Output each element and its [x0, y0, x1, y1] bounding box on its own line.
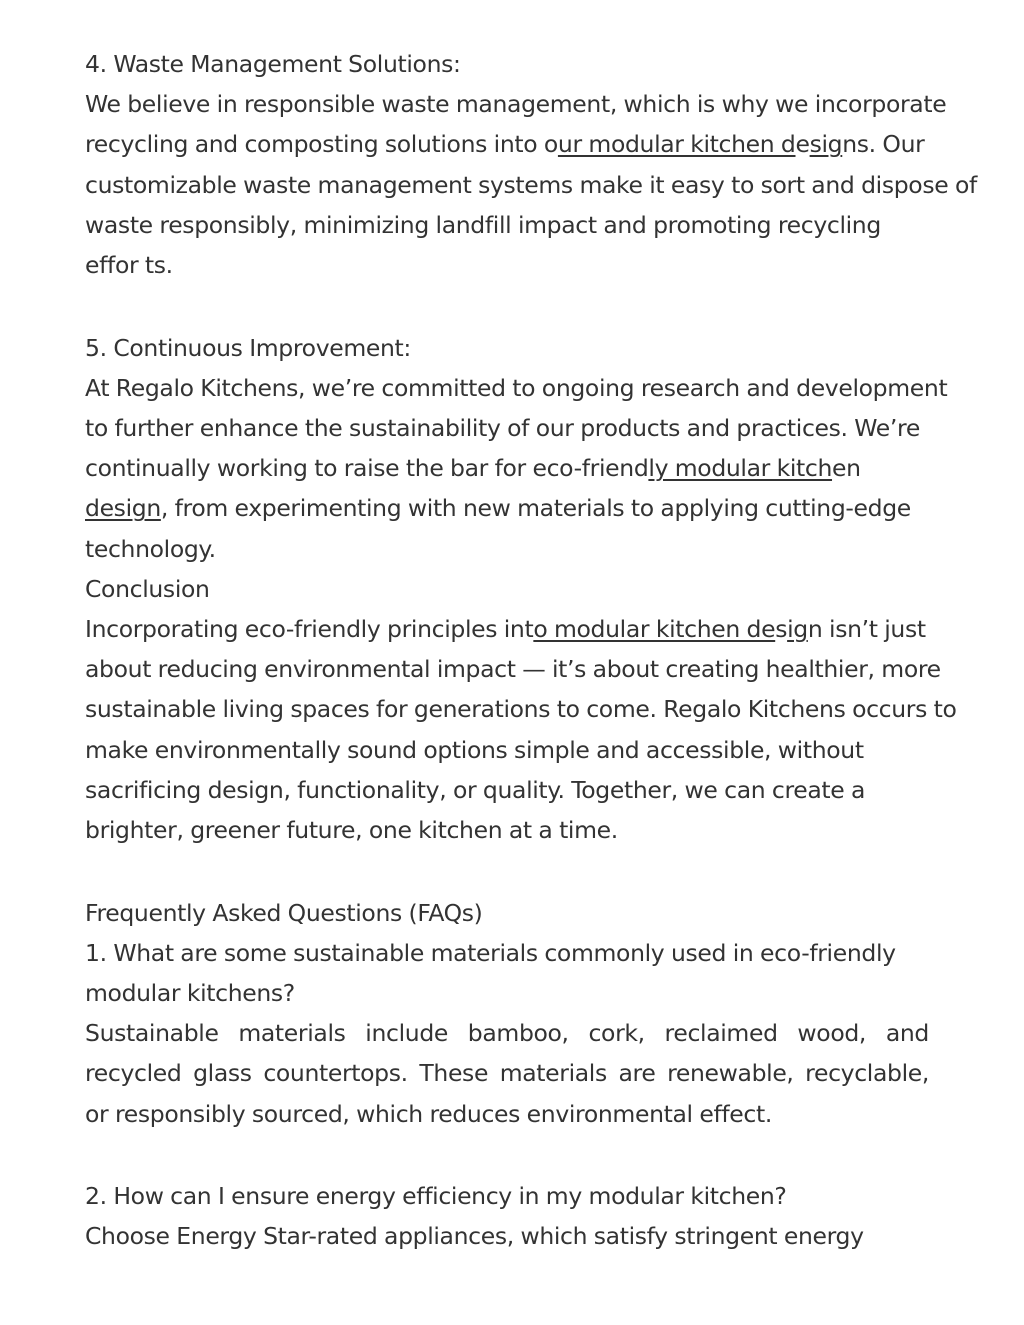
text-segment: continually working to raise the bar for eco-friend [85, 454, 649, 483]
paragraph-gap [85, 850, 1010, 893]
text-segment: Incorporating eco-friendly principles int [85, 614, 534, 643]
document-body [85, 44, 1010, 1257]
link-modular-kitchen-design[interactable]: design [85, 494, 161, 523]
text-segment: en [832, 454, 861, 483]
text-line: 5. Continuous Improvement: [85, 333, 411, 362]
paragraph-gap [85, 1134, 1010, 1177]
text-line: customizable waste management systems make it easy to sort and dispose of [85, 170, 977, 199]
text-line: 2. How can I ensure energy efficiency in my modular kitchen? [85, 1182, 787, 1211]
text-segment: recycling and composting solutions into o [85, 130, 558, 159]
text-line: Sustainable materials include bamboo, cork, reclaimed wood, and [85, 1019, 929, 1048]
text-line: or responsibly sourced, which reduces environmental effect. [85, 1099, 772, 1128]
text-line: to further enhance the sustainability of our products and practices. We’re [85, 414, 920, 442]
text-line [85, 609, 1010, 649]
text-line: sustainable living spaces for generations to come. Regalo Kitchens occurs to [85, 695, 957, 724]
text-line: technology. [85, 534, 216, 563]
text-line: sacrificing design, functionality, or quality. Together, we can create a [85, 775, 866, 804]
text-line: Frequently Asked Questions (FAQs) [85, 898, 483, 927]
paragraph-gap [85, 285, 1010, 328]
link-modular-kitchen-design[interactable]: sig [809, 130, 843, 159]
text-line: effor ts. [85, 250, 173, 279]
text-line: Conclusion [85, 574, 210, 603]
text-segment: s [775, 614, 788, 643]
link-modular-kitchen-design[interactable]: ur modular kitchen d [557, 130, 796, 159]
text-line: We believe in responsible waste management, which is why we incorporate [85, 90, 947, 119]
text-line: At Regalo Kitchens, we’re committed to ongoing research and development [85, 373, 948, 402]
link-modular-kitchen-design[interactable]: ly modular kitch [648, 454, 833, 483]
link-modular-kitchen-design[interactable]: o modular kitchen de [533, 614, 776, 643]
text-line [85, 448, 1010, 488]
text-line [85, 124, 1010, 164]
text-line: brighter, greener future, one kitchen at a time. [85, 815, 618, 844]
link-modular-kitchen-design[interactable]: ig [787, 614, 808, 643]
text-segment: e [795, 130, 810, 159]
text-line: 1. What are some sustainable materials commonly used in eco-friendly [85, 938, 896, 967]
text-line: make environmentally sound options simple and accessible, without [85, 735, 864, 764]
text-segment: n isn’t just [807, 614, 926, 643]
text-line [85, 488, 1010, 528]
text-line: recycled glass countertops. These materials are renewable, recyclable, [85, 1059, 929, 1088]
text-segment: , from experimenting with new materials to applying cutting-edge [160, 494, 911, 523]
text-line: Choose Energy Star-rated appliances, which satisfy stringent energy [85, 1222, 864, 1251]
text-line: modular kitchens? [85, 978, 295, 1007]
text-line: waste responsibly, minimizing landfill impact and promoting recycling [85, 210, 881, 239]
text-segment: ns. Our [842, 130, 925, 159]
text-line: 4. Waste Management Solutions: [85, 50, 461, 78]
text-line: about reducing environmental impact — it’s about creating healthier, more [85, 655, 941, 684]
